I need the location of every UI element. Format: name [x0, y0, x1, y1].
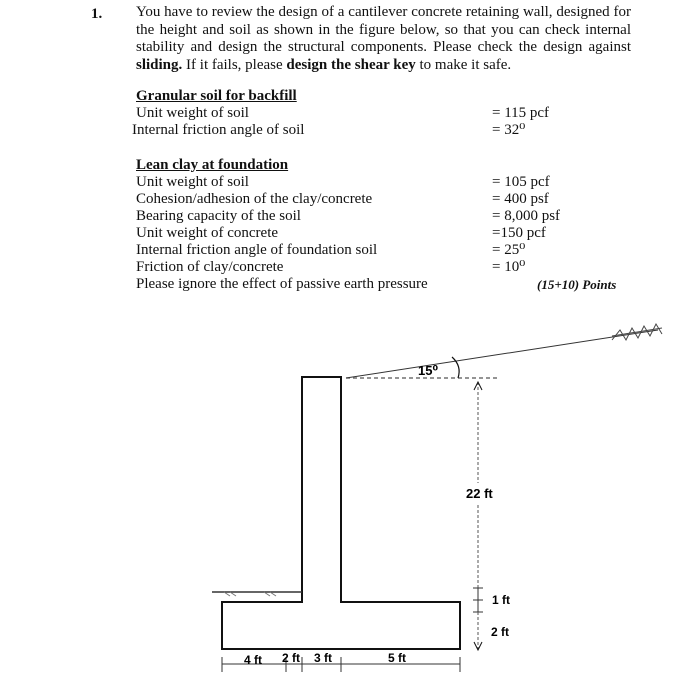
toe-width-label: 4 ft: [244, 653, 262, 667]
property-value: = 32⁰: [492, 122, 526, 138]
shear-key-emphasis: design the shear key: [286, 56, 416, 73]
heel-width-label: 5 ft: [388, 651, 406, 665]
passive-pressure-note: Please ignore the effect of passive earth pressure: [136, 276, 428, 292]
property-label: Unit weight of soil: [136, 174, 249, 190]
property-label: Internal friction angle of foundation soil: [136, 242, 378, 258]
question-line-4: If it fails, please: [182, 56, 287, 73]
property-label: Internal friction angle of soil: [132, 122, 305, 138]
property-value: = 25⁰: [492, 242, 526, 258]
property-value: = 115 pcf: [492, 105, 550, 121]
property-value: = 8,000 psf: [492, 208, 561, 224]
stem-base-width-label: 2 ft: [282, 651, 300, 665]
height-label: 22 ft: [466, 486, 493, 501]
property-label: Unit weight of soil: [136, 105, 249, 121]
question-number: 1.: [91, 6, 103, 22]
backfill-heading: Granular soil for backfill: [136, 88, 297, 104]
property-value: = 10⁰: [492, 259, 526, 275]
property-label: Bearing capacity of the soil: [136, 208, 301, 224]
backfill-slope-line: [346, 330, 658, 378]
question-line-2: for the height and soil as shown in the figure below, so that you can check internal: [136, 4, 632, 38]
wall-outline: [222, 377, 460, 649]
question-line-3: stability and design the structural components. Please check the design against: [136, 39, 631, 55]
question-line-1: You have to review the design of a cantilever concrete retaining wall, designed: [136, 4, 610, 20]
question-line-4-end: to make it safe.: [415, 56, 512, 73]
backfill-hatch-base: [612, 328, 662, 336]
property-label: Unit weight of concrete: [136, 225, 279, 241]
base-thickness-label: 2 ft: [491, 625, 509, 639]
embed-label: 1 ft: [492, 593, 510, 607]
property-value: = 105 pcf: [492, 174, 550, 190]
foundation-heading: Lean clay at foundation: [136, 157, 289, 173]
stem-top-width-label: 3 ft: [314, 651, 332, 665]
slope-angle-arc: [452, 357, 459, 378]
sliding-emphasis: sliding.: [136, 56, 183, 73]
property-label: Friction of clay/concrete: [136, 259, 284, 275]
points-label: (15+10) Points: [537, 277, 617, 292]
property-value: =150 pcf: [492, 225, 546, 241]
property-value: = 400 psf: [492, 191, 549, 207]
property-label: Cohesion/adhesion of the clay/concrete: [136, 191, 373, 207]
slope-angle-label: 15⁰: [418, 363, 439, 378]
